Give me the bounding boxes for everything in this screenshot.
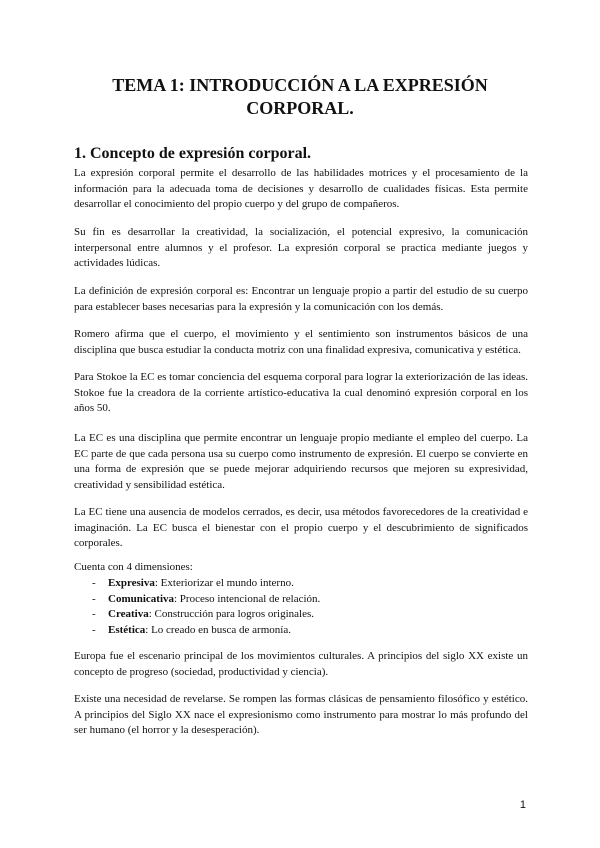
paragraph-purpose: Su fin es desarrollar la creatividad, la socialización, el potencial expresivo, la comunicación interpersonal entre alumnos y el profesor. La expresión corporal se practica mediante juegos y actividades lúdicas. [74,226,528,269]
dimension-description: : Exteriorizar el mundo interno. [154,577,294,589]
dimension-term: Expresiva [108,577,155,589]
paragraph-intro: La expresión corporal permite el desarrollo de las habilidades motrices y el procesamiento de la información para la adecuada toma de decisiones y desarrollo de cualidades físicas. Esta permite desarrollar el conocimiento del propio cuerpo y del grupo de compañeros. [74,167,528,210]
paragraph-ec-discipline: La EC es una disciplina que permite encontrar un lenguaje propio mediante el empleo del cuerpo. La EC parte de que cada persona usa su cuerpo como instrumento de expresión. El cuerpo se convierte en una forma de expresión que se puede mejorar adquiriendo recursos que mejoren su expresividad, creatividad y sensibilidad estética. [74,432,528,491]
dimension-description: : Proceso intencional de relación. [174,592,321,605]
bullet-dash: - [92,623,96,636]
paragraph-ec-models: La EC tiene una ausencia de modelos cerrados, es decir, usa métodos favorecedores de la creatividad e imaginación. La EC busca el bienestar con el propio cuerpo y el descubrimiento de significados corporales. [74,506,528,549]
list-item [92,592,320,608]
paragraph-stokoe: Para Stokoe la EC es tomar conciencia del esquema corporal para lograr la exteriorización de las ideas. Stokoe fue la creadora de la corriente artístico-educativa la cual denominó expresión corporal en los años 50. [74,371,528,414]
bullet-dash: - [92,577,96,589]
paragraph-romero: Romero afirma que el cuerpo, el movimiento y el sentimiento son instrumentos básicos de una disciplina que busca estudiar la conducta motriz con una finalidad expresiva, comunicativa y estética. [74,328,528,356]
dimension-description: : Construcción para logros originales. [148,608,315,620]
paragraph-dimensions-intro: Cuenta con 4 dimensiones: [74,561,193,573]
document-title [60,74,540,120]
list-item [92,576,320,592]
dimensions-list [92,576,320,638]
paragraph-europe: Europa fue el escenario principal de los movimientos culturales. A principios del siglo XX existe un concepto de progreso (sociedad, productividad y ciencia). [74,650,528,678]
dimension-term: Estética [108,623,146,636]
bullet-dash: - [92,608,96,620]
title-line-2: CORPORAL. [246,98,354,118]
paragraph-expressionism: Existe una necesidad de revelarse. Se rompen las formas clásicas de pensamiento filosófico y estético. A principios del Siglo XX nace el expresionismo como instrumento para mostrar lo más profundo del ser humano (el horror y la desesperación). [74,693,528,736]
dimension-term: Creativa [108,608,149,620]
list-item [92,607,320,623]
paragraph-definition: La definición de expresión corporal es: Encontrar un lenguaje propio a partir del estudio de su cuerpo para establecer bases necesarias para la expresión y la comunicación con los demás. [74,285,528,313]
title-line-1: TEMA 1: INTRODUCCIÓN A LA EXPRESIÓN [112,75,488,95]
bullet-dash: - [92,592,96,605]
dimension-description: : Lo creado en busca de armonía. [145,623,291,636]
dimension-term: Comunicativa [108,592,174,605]
page-number: 1 [519,799,526,811]
list-item [92,623,320,639]
section-heading: 1. Concepto de expresión corporal. [74,145,312,162]
